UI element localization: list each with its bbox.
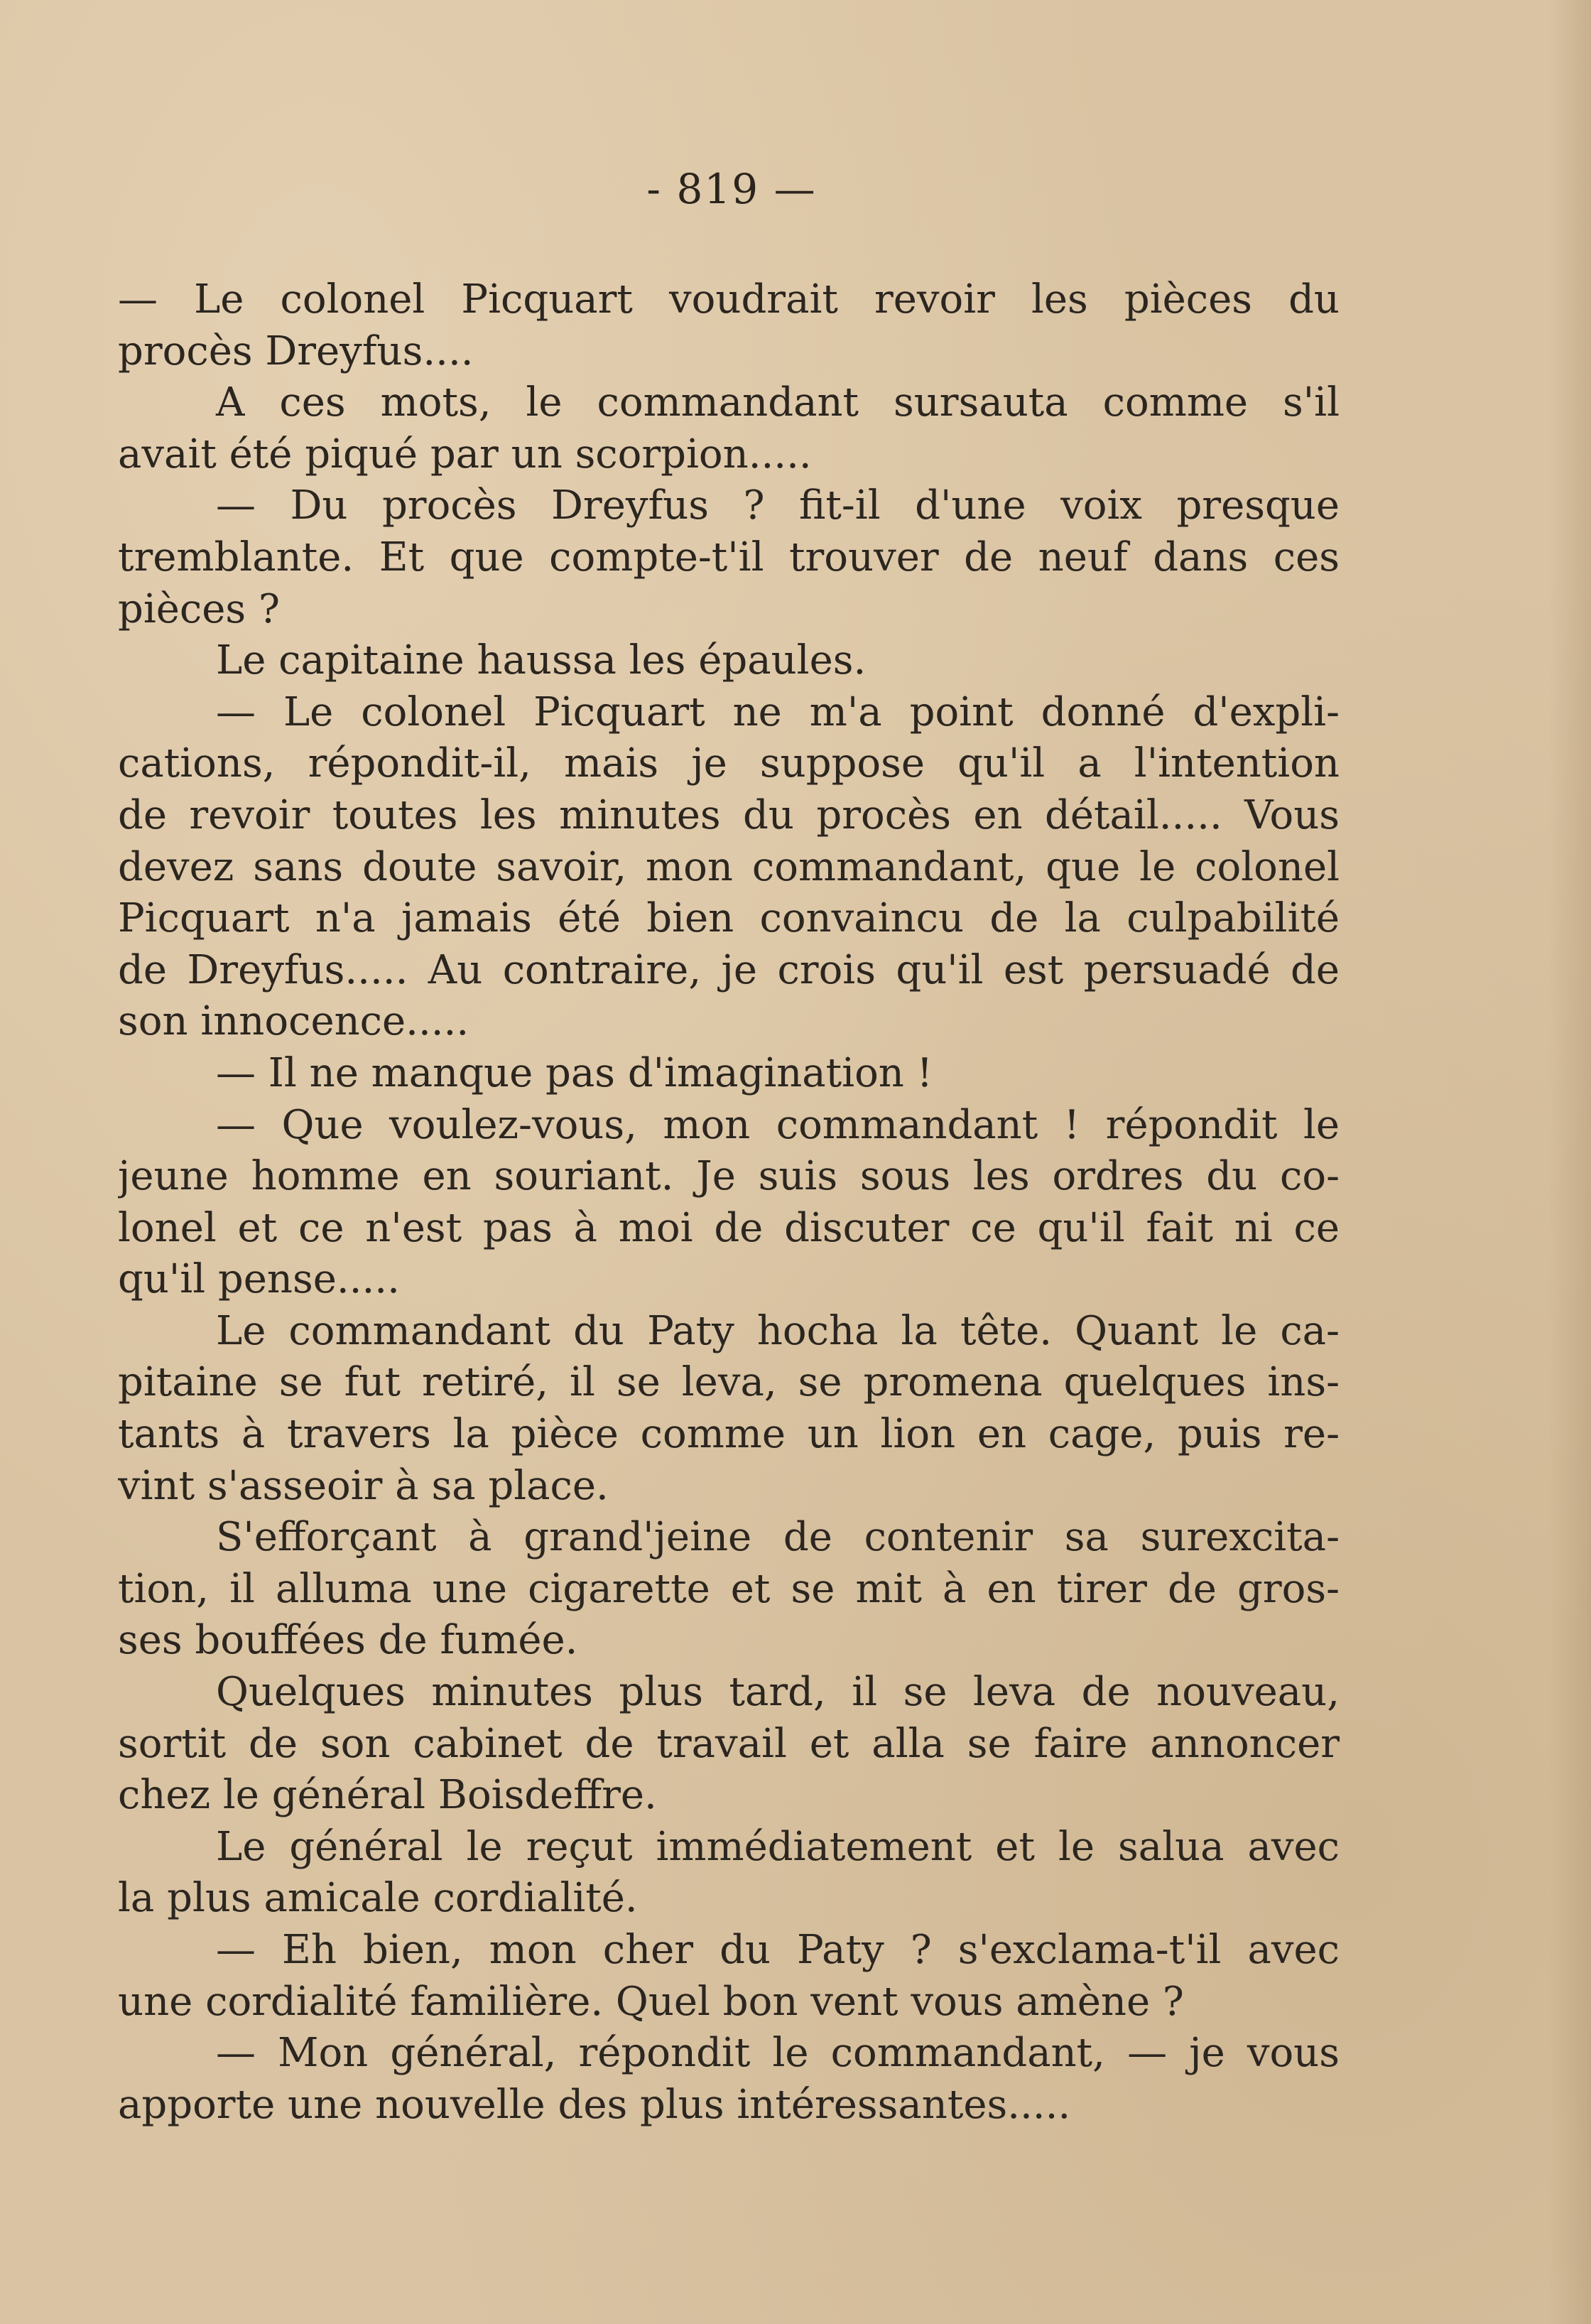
text-line: son innocence..... [118,998,469,1045]
text-line: de revoir toutes les minutes du procès en détail..... Vous [118,791,1340,838]
text-line: Picquart n'a jamais été bien convaincu de la culpabilité [118,895,1340,942]
text-line: — Eh bien, mon cher du Paty ? s'exclama-t'il avec [216,1927,1340,1973]
text-line: ses bouffées de fumée. [118,1617,578,1664]
text-line: devez sans doute savoir, mon commandant, que le colonel [118,843,1340,890]
text-line: lonel et ce n'est pas à moi de discuter ce qu'il fait ni ce [118,1204,1340,1251]
body-text [118,274,1340,2131]
text-line: tants à travers la pièce comme un lion en cage, puis re- [118,1411,1340,1458]
text-line: Le général le reçut immédiatement et le salua avec [216,1823,1340,1870]
text-line: jeune homme en souriant. Je suis sous les ordres du co- [118,1153,1340,1200]
text-line: vint s'asseoir à sa place. [118,1462,609,1509]
text-line: chez le général Boisdeffre. [118,1772,657,1819]
text-line: pièces ? [118,585,280,632]
text-line: avait été piqué par un scorpion..... [118,431,812,477]
text-line: — Le colonel Picquart ne m'a point donné d'expli- [216,688,1340,735]
text-line: sortit de son cabinet de travail et alla se faire annoncer [118,1720,1340,1767]
page-edge-shadow [1548,0,1591,2324]
text-line: une cordialité familière. Quel bon vent vous amène ? [118,1978,1184,2025]
text-line: cations, répondit-il, mais je suppose qu'il a l'intention [118,740,1340,787]
text-line: tremblante. Et que compte-t'il trouver de neuf dans ces [118,534,1340,580]
text-line: pitaine se fut retiré, il se leva, se promena quelques ins- [118,1359,1340,1406]
text-line: — Le colonel Picquart voudrait revoir les pièces du [118,276,1340,323]
text-line: — Il ne manque pas d'imagination ! [216,1049,933,1096]
text-line: apporte une nouvelle des plus intéressantes..... [118,2081,1071,2128]
text-line: la plus amicale cordialité. [118,1875,638,1922]
text-line: qu'il pense..... [118,1256,400,1303]
text-line: Le capitaine haussa les épaules. [216,637,867,684]
text-line: procès Dreyfus.... [118,328,474,374]
text-line: Le commandant du Paty hocha la tête. Quant le ca- [216,1307,1340,1354]
text-line: A ces mots, le commandant sursauta comme s'il [216,379,1340,426]
text-line: S'efforçant à grand'jeine de contenir sa surexcita- [216,1514,1340,1561]
text-line: Quelques minutes plus tard, il se leva de nouveau, [216,1669,1340,1716]
page-number: - 819 — [646,165,817,213]
text-line: de Dreyfus..... Au contraire, je crois qu'il est persuadé de [118,946,1340,993]
text-line: tion, il alluma une cigarette et se mit à en tirer de gros- [118,1565,1340,1612]
text-line: — Que voulez-vous, mon commandant ! répondit le [216,1101,1340,1148]
text-line: — Mon général, répondit le commandant, — je vous [216,2030,1340,2077]
text-line: — Du procès Dreyfus ? fit-il d'une voix presque [216,482,1340,529]
